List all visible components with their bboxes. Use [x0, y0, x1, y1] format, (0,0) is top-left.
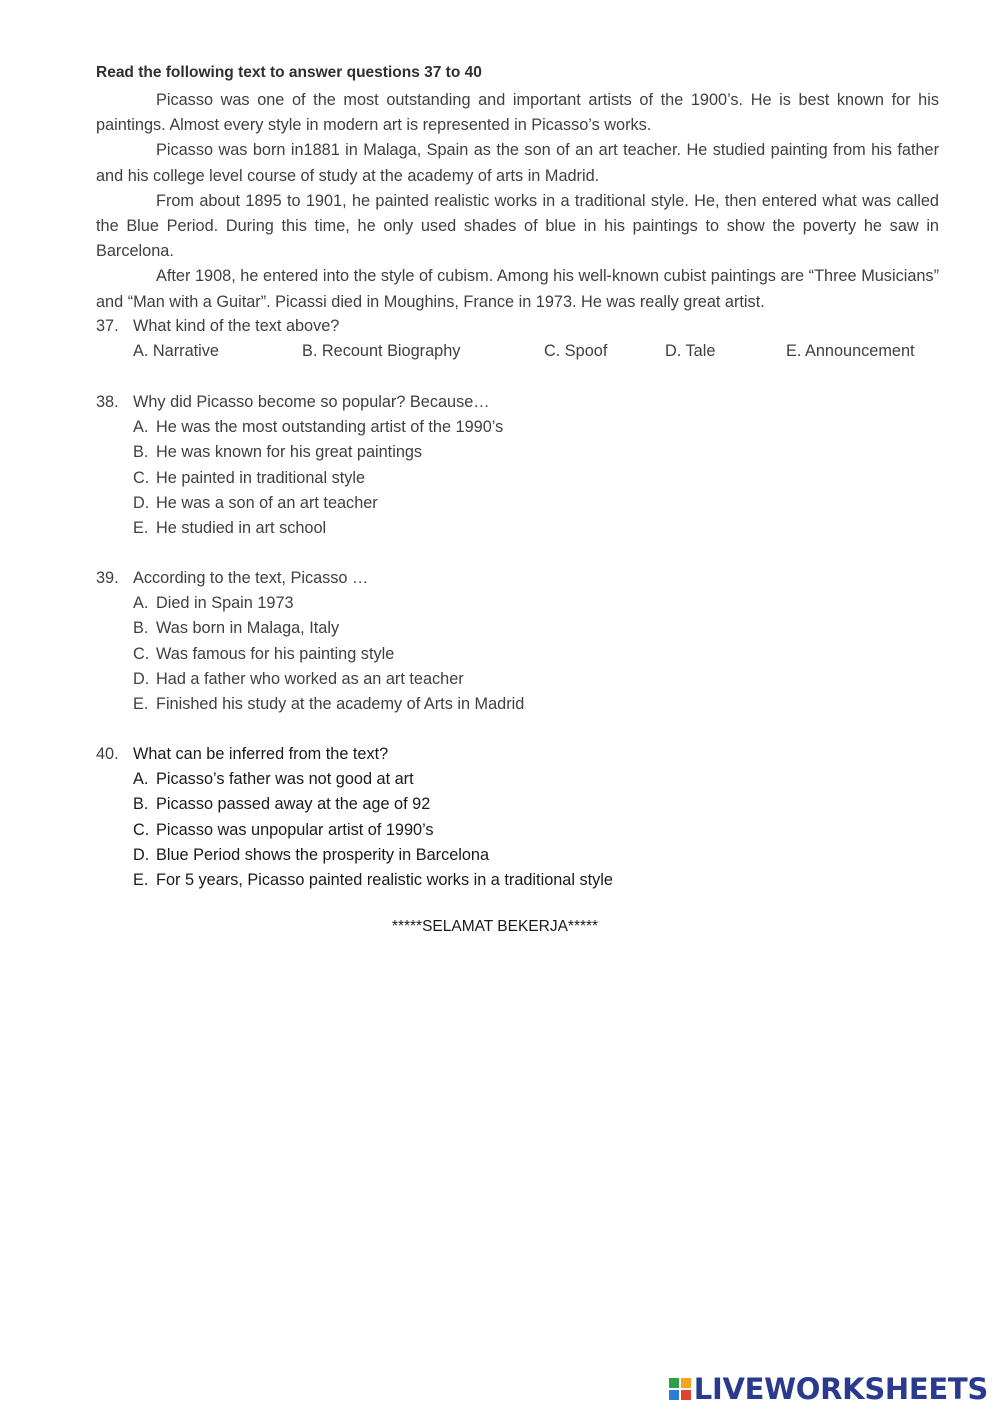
option-b[interactable]: [96, 440, 956, 465]
question-text: According to the text, Picasso …: [133, 569, 369, 587]
option-text: Was born in Malaga, Italy: [156, 619, 340, 638]
logo-mark-icon: [669, 1378, 691, 1400]
question-40: [96, 742, 956, 893]
option-letter: B.: [133, 619, 149, 638]
option-c[interactable]: [96, 818, 956, 843]
option-text: He was the most outstanding artist of the 1990’s: [156, 418, 504, 437]
option-text: Had a father who worked as an art teacher: [156, 669, 464, 688]
question-number: 40.: [96, 745, 119, 763]
answer-options-row: [96, 339, 956, 364]
logo-square: [681, 1390, 691, 1400]
closing-text: *****SELAMAT BEKERJA*****: [391, 918, 599, 935]
option-d[interactable]: [96, 843, 956, 868]
option-text: Picasso was unpopular artist of 1990’s: [156, 820, 434, 839]
option-text: Picasso passed away at the age of 92: [156, 795, 431, 814]
option-text: He was known for his great paintings: [156, 443, 423, 462]
option-text: Was famous for his painting style: [156, 644, 395, 663]
option-b[interactable]: B. Recount Biography: [302, 342, 461, 361]
option-letter: C.: [133, 468, 150, 487]
option-e[interactable]: [96, 692, 956, 717]
option-text: He studied in art school: [156, 518, 327, 537]
option-d[interactable]: D. Tale: [665, 342, 716, 361]
passage-paragraph: After 1908, he entered into the style of cubism. Among his well-known cubist paintings are “Three Musicians” and “Man with a Guitar”. Picassi died in Moughins, France in 1973. He was really great artist.: [96, 267, 939, 311]
logo-square: [681, 1378, 691, 1388]
option-letter: C.: [133, 820, 150, 839]
logo-text: LIVEWORKSHEETS: [693, 1372, 988, 1406]
option-letter: B.: [133, 443, 149, 462]
option-letter: D.: [133, 669, 150, 688]
passage-paragraph: Picasso was born in1881 in Malaga, Spain as the son of an art teacher. He studied painting from his father and his college level course of study at the academy of arts in Madrid.: [96, 141, 939, 185]
question-37: [96, 314, 956, 364]
option-text: Died in Spain 1973: [156, 594, 294, 613]
option-text: He was a son of an art teacher: [156, 493, 378, 512]
option-c[interactable]: C. Spoof: [544, 342, 608, 361]
option-letter: E.: [133, 694, 149, 713]
question-text: What kind of the text above?: [133, 317, 340, 335]
question-text: What can be inferred from the text?: [133, 745, 389, 763]
option-letter: E.: [133, 518, 149, 537]
option-a[interactable]: A. Narrative: [133, 342, 219, 361]
logo-square: [669, 1390, 679, 1400]
option-letter: A.: [133, 594, 149, 613]
reading-passage: [96, 88, 939, 315]
option-letter: A.: [133, 418, 149, 437]
option-b[interactable]: [96, 616, 956, 641]
option-letter: A.: [133, 770, 149, 789]
option-letter: D.: [133, 845, 150, 864]
option-letter: D.: [133, 493, 150, 512]
option-a[interactable]: [96, 591, 956, 616]
option-a[interactable]: [96, 767, 956, 792]
option-d[interactable]: [96, 491, 956, 516]
option-c[interactable]: [96, 642, 956, 667]
option-b[interactable]: [96, 792, 956, 817]
question-38: [96, 390, 956, 541]
question-number: 39.: [96, 569, 119, 587]
option-e[interactable]: [96, 868, 956, 893]
section-heading: Read the following text to answer questions 37 to 40: [96, 64, 482, 81]
option-letter: C.: [133, 644, 150, 663]
option-c[interactable]: [96, 466, 956, 491]
option-text: Picasso’s father was not good at art: [156, 770, 414, 789]
option-text: Blue Period shows the prosperity in Barcelona: [156, 845, 490, 864]
option-a[interactable]: [96, 415, 956, 440]
passage-paragraph: Picasso was one of the most outstanding and important artists of the 1900’s. He is best known for his paintings. Almost every style in modern art is represented in Picasso’s works.: [96, 91, 939, 135]
question-text: Why did Picasso become so popular? Because…: [133, 393, 490, 411]
option-text: He painted in traditional style: [156, 468, 366, 487]
liveworksheets-logo[interactable]: [669, 1372, 988, 1406]
logo-square: [669, 1378, 679, 1388]
option-text: Finished his study at the academy of Arts in Madrid: [156, 694, 525, 713]
option-letter: E.: [133, 870, 149, 889]
passage-paragraph: From about 1895 to 1901, he painted realistic works in a traditional style. He, then entered what was called the Blue Period. During this time, he only used shades of blue in his paintings to show the poverty he saw in Barcelona.: [96, 191, 939, 261]
option-e[interactable]: [96, 516, 956, 541]
question-number: 37.: [96, 317, 119, 335]
question-39: [96, 566, 956, 717]
option-e[interactable]: E. Announcement: [786, 342, 915, 361]
question-number: 38.: [96, 393, 119, 411]
option-letter: B.: [133, 795, 149, 814]
option-text: For 5 years, Picasso painted realistic works in a traditional style: [156, 870, 613, 889]
option-d[interactable]: [96, 667, 956, 692]
